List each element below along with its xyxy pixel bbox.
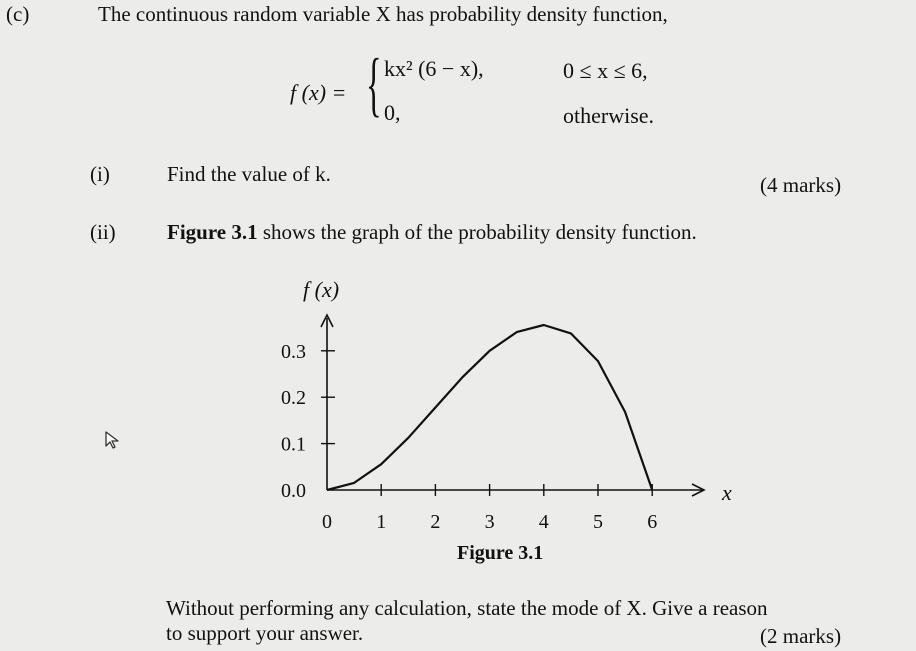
question-intro: The continuous random variable X has probability density function, [98, 2, 668, 26]
pdf-case2-expression: 0, [384, 100, 401, 125]
x-tick-label: 1 [376, 511, 387, 533]
x-tick-label: 5 [593, 511, 603, 533]
pdf-case1-condition: 0 ≤ x ≤ 6, [563, 58, 648, 83]
pdf-curve [327, 325, 652, 490]
part-i-marks: (4 marks) [760, 173, 842, 197]
x-axis-label: x [722, 480, 732, 505]
final-question-marks: (2 marks) [760, 624, 842, 648]
y-tick-label: 0.2 [281, 387, 306, 410]
question-label: (c) [6, 2, 30, 26]
pdf-lhs: f (x) = [290, 80, 347, 105]
final-question-line2: to support your answer. [166, 621, 364, 645]
pdf-case1-expression: kx² (6 − x), [384, 56, 484, 81]
y-tick-label: 0.3 [281, 340, 306, 363]
part-ii-number: (ii) [90, 220, 116, 244]
x-tick-label: 4 [538, 511, 549, 533]
final-question-line1: Without performing any calculation, state the mode of X. Give a reason [166, 596, 768, 620]
figure-caption: Figure 3.1 [457, 542, 544, 564]
x-tick-label: 6 [647, 511, 658, 533]
part-ii-figure-ref: Figure 3.1 [167, 220, 258, 244]
y-tick-label: 0.1 [281, 433, 306, 456]
x-tick-label: 0 [322, 511, 332, 533]
x-tick-label: 2 [430, 511, 441, 533]
part-i-number: (i) [90, 162, 110, 186]
x-tick-label: 3 [484, 511, 495, 533]
pdf-brace: { [366, 44, 382, 124]
part-ii-text-rest: shows the graph of the probability density function. [257, 220, 697, 244]
pdf-case2-condition: otherwise. [563, 103, 655, 128]
y-tick-label: 0.0 [281, 480, 306, 502]
part-i-text: Find the value of k. [167, 162, 331, 186]
y-axis-label: f (x) [303, 277, 340, 302]
